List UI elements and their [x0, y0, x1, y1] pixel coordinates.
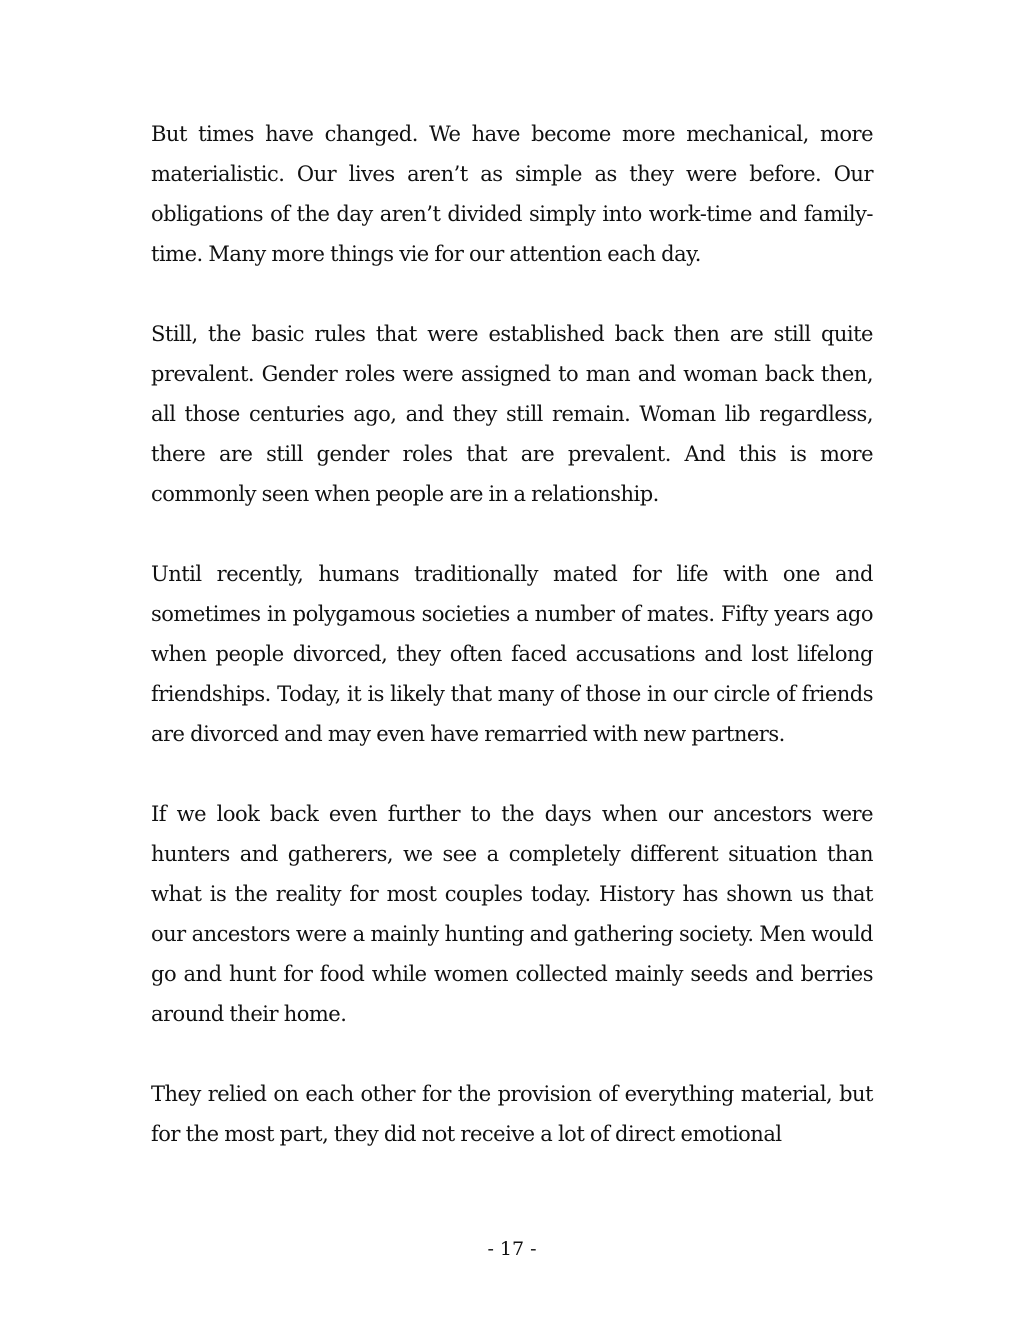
paragraph-5: They relied on each other for the provision of everything material, but for the most part, they did not receive a lot of direct emotional: [151, 1082, 873, 1146]
paragraph-2: Still, the basic rules that were established back then are still quite prevalent. Gender roles were assigned to man and woman back then, all those centuries ago, and they still remain. Woman lib regardless, there are still gender roles that are prevalent. And this is more commonly seen when people are in a relationship.: [151, 322, 873, 506]
body-text: [151, 114, 873, 1194]
page-number: - 17 -: [487, 1238, 537, 1260]
paragraph-3: Until recently, humans traditionally mated for life with one and sometimes in polygamous societies a number of mates. Fifty years ago when people divorced, they often faced accusations and lost lifelong friendships. Today, it is likely that many of those in our circle of friends are divorced and may even have remarried with new partners.: [151, 562, 873, 746]
paragraph-1: But times have changed. We have become more mechanical, more materialistic. Our lives aren’t as simple as they were before. Our obligations of the day aren’t divided simply into work-time and family-time. Many more things vie for our attention each day.: [151, 122, 873, 266]
paragraph-4: If we look back even further to the days when our ancestors were hunters and gatherers, we see a completely different situation than what is the reality for most couples today. History has shown us that our ancestors were a mainly hunting and gathering society. Men would go and hunt for food while women collected mainly seeds and berries around their home.: [151, 802, 873, 1026]
